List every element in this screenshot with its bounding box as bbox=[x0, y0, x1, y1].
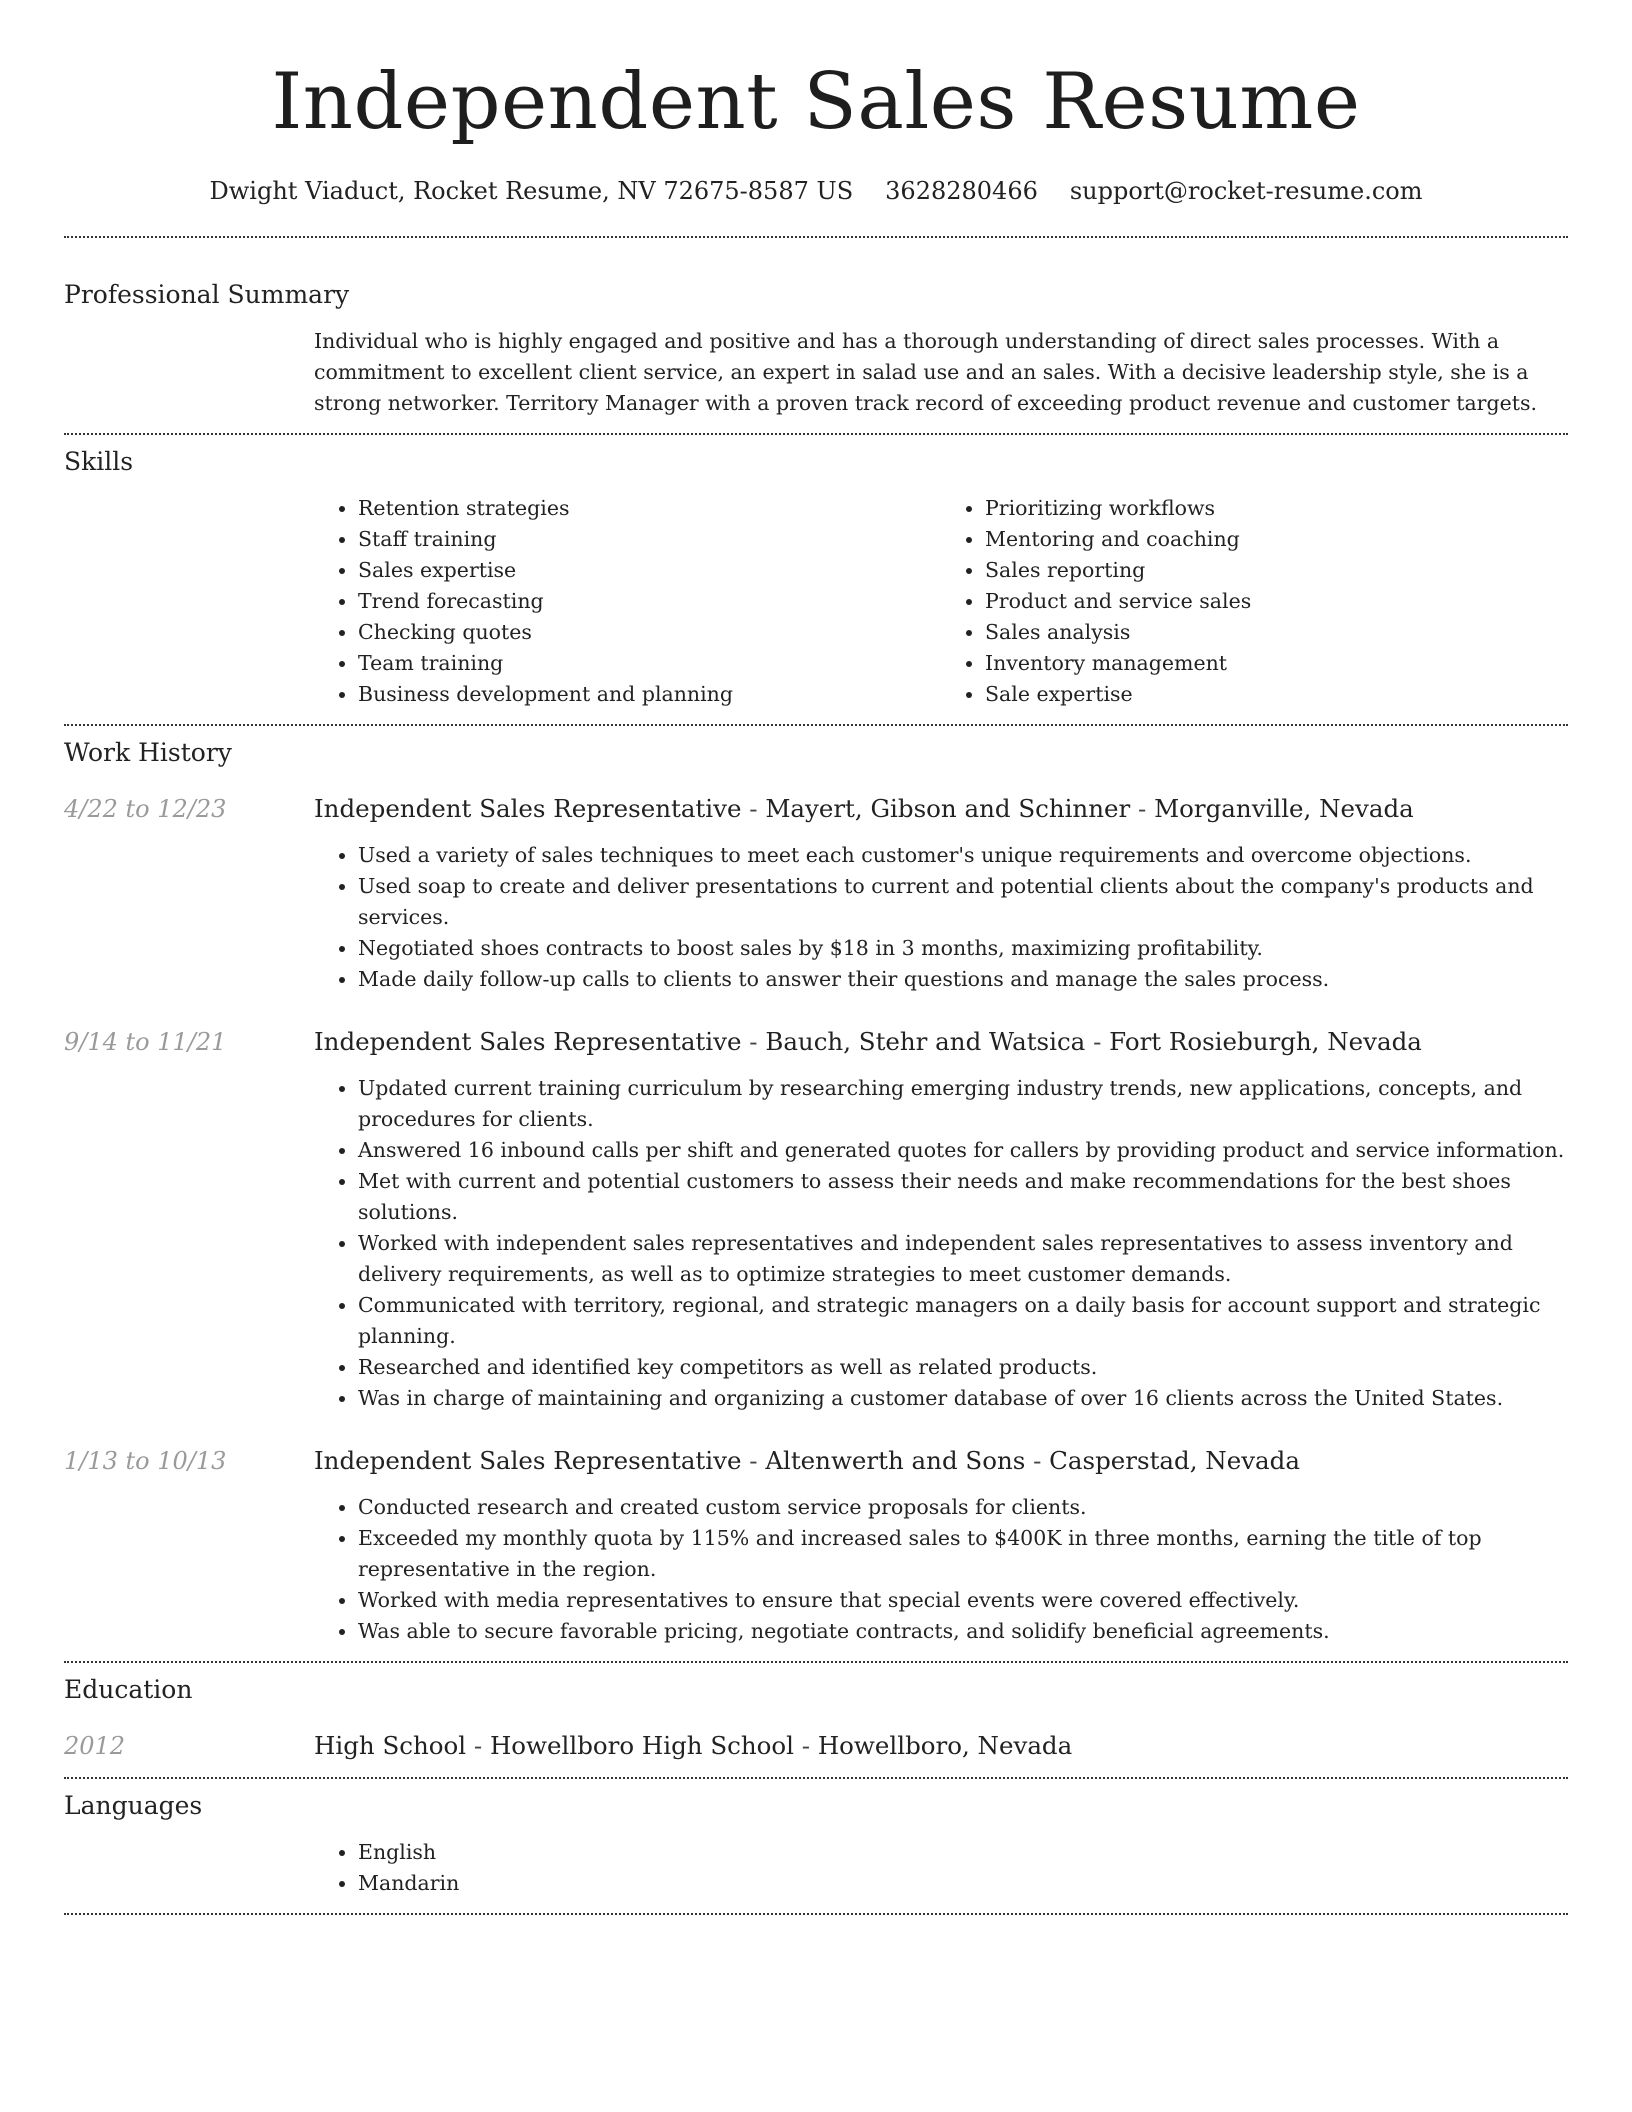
job-entry bbox=[64, 1444, 1568, 1661]
skills-heading: Skills bbox=[64, 447, 134, 476]
skill-item: • Mentoring and coaching bbox=[985, 524, 1568, 555]
job-title: Independent Sales Representative bbox=[314, 794, 742, 823]
job-bullet: • Communicated with territory, regional, and strategic managers on a daily basis for account support and strategic planning. bbox=[358, 1290, 1568, 1352]
work-section bbox=[64, 726, 1568, 1661]
education-degree: High School bbox=[314, 1731, 467, 1760]
job-body bbox=[314, 792, 1568, 995]
languages-wrap bbox=[314, 1837, 1568, 1899]
job-title: Independent Sales Representative bbox=[314, 1027, 742, 1056]
skill-item: • Business development and planning bbox=[358, 679, 941, 710]
skill-item: • Retention strategies bbox=[358, 493, 941, 524]
job-bullets bbox=[314, 1492, 1568, 1647]
skills-grid bbox=[314, 493, 1568, 710]
contact-address: Dwight Viaduct, Rocket Resume, NV 72675-8587 US bbox=[209, 177, 854, 205]
job-location: Fort Rosieburgh, Nevada bbox=[1109, 1027, 1422, 1056]
skill-item: • Team training bbox=[358, 648, 941, 679]
contact-email: support@rocket-resume.com bbox=[1069, 177, 1423, 205]
job-bullet: • Used soap to create and deliver presentations to current and potential clients about the company's products and services. bbox=[358, 871, 1568, 933]
job-header bbox=[314, 792, 1568, 826]
job-bullet: • Updated current training curriculum by researching emerging industry trends, new applications, concepts, and procedures for clients. bbox=[358, 1073, 1568, 1135]
summary-heading: Professional Summary bbox=[64, 280, 350, 309]
job-body bbox=[314, 1025, 1568, 1414]
contact-phone: 3628280466 bbox=[885, 177, 1038, 205]
job-bullets bbox=[314, 1073, 1568, 1414]
education-school: Howellboro High School bbox=[489, 1731, 794, 1760]
education-entry bbox=[64, 1729, 1568, 1763]
education-heading: Education bbox=[64, 1675, 193, 1704]
skill-item: • Product and service sales bbox=[985, 586, 1568, 617]
education-header bbox=[314, 1729, 1072, 1763]
skill-item: • Sales analysis bbox=[985, 617, 1568, 648]
job-location: Morganville, Nevada bbox=[1154, 794, 1414, 823]
separator: - bbox=[1130, 794, 1155, 823]
languages-list bbox=[314, 1837, 1568, 1899]
job-bullet: • Exceeded my monthly quota by 115% and increased sales to $400K in three months, earning the title of top representative in the region. bbox=[358, 1523, 1568, 1585]
job-bullet: • Negotiated shoes contracts to boost sales by $18 in 3 months, maximizing profitability. bbox=[358, 933, 1568, 964]
job-bullet: • Met with current and potential customers to assess their needs and make recommendations for the best shoes solutions. bbox=[358, 1166, 1568, 1228]
education-year: 2012 bbox=[64, 1732, 126, 1760]
skill-item: • Sales reporting bbox=[985, 555, 1568, 586]
job-entry bbox=[64, 1025, 1568, 1414]
job-company: Bauch, Stehr and Watsica bbox=[765, 1027, 1086, 1056]
job-bullet: • Worked with independent sales representatives and independent sales representatives to assess inventory and delivery requirements, as well as to optimize strategies to meet customer demands. bbox=[358, 1228, 1568, 1290]
separator: - bbox=[741, 1027, 766, 1056]
job-bullets bbox=[314, 840, 1568, 995]
summary-section bbox=[64, 238, 1568, 419]
language-item: • Mandarin bbox=[358, 1868, 1568, 1899]
education-location: Howellboro, Nevada bbox=[817, 1731, 1073, 1760]
divider bbox=[64, 1913, 1568, 1915]
separator: - bbox=[793, 1731, 818, 1760]
skill-item: • Staff training bbox=[358, 524, 941, 555]
separator: - bbox=[741, 1446, 766, 1475]
job-bullet: • Researched and identified key competitors as well as related products. bbox=[358, 1352, 1568, 1383]
job-bullet: • Made daily follow-up calls to clients to answer their questions and manage the sales process. bbox=[358, 964, 1568, 995]
job-dates: 4/22 to 12/23 bbox=[64, 795, 227, 823]
languages-heading: Languages bbox=[64, 1791, 203, 1820]
job-bullet: • Worked with media representatives to ensure that special events were covered effectively. bbox=[358, 1585, 1568, 1616]
job-title: Independent Sales Representative bbox=[314, 1446, 742, 1475]
skill-item: • Inventory management bbox=[985, 648, 1568, 679]
job-dates: 9/14 to 11/21 bbox=[64, 1028, 227, 1056]
job-header bbox=[314, 1444, 1568, 1478]
contact-line bbox=[64, 174, 1568, 208]
separator: - bbox=[466, 1731, 490, 1760]
job-body bbox=[314, 1444, 1568, 1661]
skills-list-right bbox=[941, 493, 1568, 710]
language-item: • English bbox=[358, 1837, 1568, 1868]
job-header bbox=[314, 1025, 1568, 1059]
job-bullet: • Answered 16 inbound calls per shift and generated quotes for callers by providing product and service information. bbox=[358, 1135, 1568, 1166]
resume-title: Independent Sales Resume bbox=[271, 57, 1361, 147]
separator: - bbox=[1085, 1027, 1110, 1056]
job-bullet: • Was in charge of maintaining and organizing a customer database of over 16 clients across the United States. bbox=[358, 1383, 1568, 1414]
separator: - bbox=[1025, 1446, 1050, 1475]
skill-item: • Sale expertise bbox=[985, 679, 1568, 710]
job-bullet: • Conducted research and created custom service proposals for clients. bbox=[358, 1492, 1568, 1523]
skill-item: • Checking quotes bbox=[358, 617, 941, 648]
job-entry bbox=[64, 792, 1568, 995]
skills-list-left bbox=[314, 493, 941, 710]
work-heading: Work History bbox=[64, 738, 232, 767]
separator: - bbox=[741, 794, 766, 823]
languages-section bbox=[64, 1779, 1568, 1913]
job-company: Altenwerth and Sons bbox=[765, 1446, 1026, 1475]
job-bullet: • Was able to secure favorable pricing, negotiate contracts, and solidify beneficial agreements. bbox=[358, 1616, 1568, 1647]
skill-item: • Prioritizing workflows bbox=[985, 493, 1568, 524]
job-location: Casperstad, Nevada bbox=[1049, 1446, 1300, 1475]
skill-item: • Sales expertise bbox=[358, 555, 941, 586]
skills-section bbox=[64, 435, 1568, 710]
skill-item: • Trend forecasting bbox=[358, 586, 941, 617]
education-section bbox=[64, 1663, 1568, 1777]
job-bullet: • Used a variety of sales techniques to meet each customer's unique requirements and overcome objections. bbox=[358, 840, 1568, 871]
job-dates: 1/13 to 10/13 bbox=[64, 1447, 227, 1475]
job-company: Mayert, Gibson and Schinner bbox=[765, 794, 1131, 823]
summary-text: Individual who is highly engaged and positive and has a thorough understanding of direct sales processes. With a commitment to excellent client service, an expert in salad use and an sales. With a decisive leadership style, she is a strong networker. Territory Manager with a proven track record of exceeding product revenue and customer targets. bbox=[314, 329, 1538, 415]
